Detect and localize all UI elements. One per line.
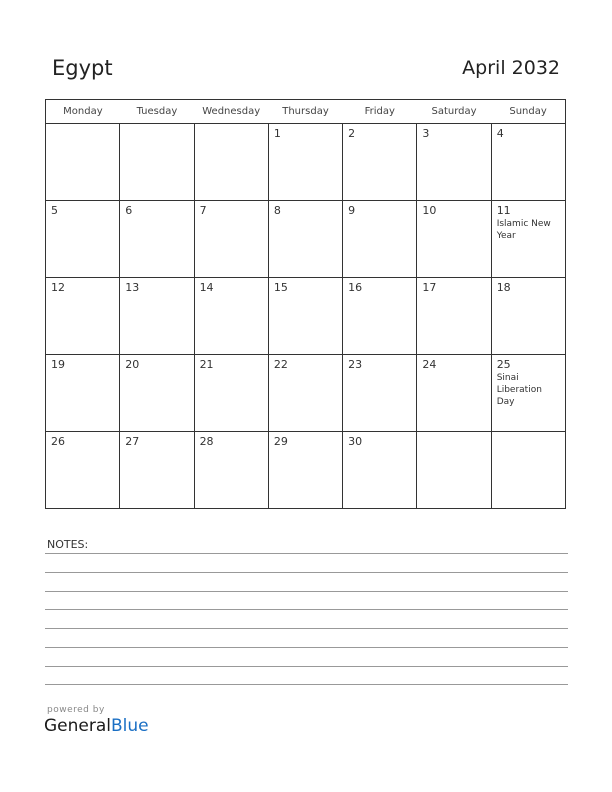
day-number: 13: [125, 281, 140, 294]
calendar-grid: [45, 99, 566, 509]
day-number: 20: [125, 358, 140, 371]
day-number: 9: [348, 204, 356, 217]
day-cell: [194, 432, 268, 509]
note-line: [45, 591, 568, 592]
day-cell: [46, 432, 120, 509]
day-number: 11: [496, 204, 511, 217]
day-cell: [343, 278, 417, 355]
country-title: Egypt: [52, 56, 113, 80]
day-number: 15: [273, 281, 288, 294]
day-number: 14: [199, 281, 214, 294]
day-number: 29: [273, 435, 288, 448]
note-line: [45, 553, 568, 554]
holiday-label: Sinai Liberation Day: [496, 373, 542, 407]
day-number: 16: [348, 281, 363, 294]
day-number: 6: [125, 204, 133, 217]
day-number: 25: [496, 358, 511, 371]
day-cell: [120, 278, 194, 355]
day-cell: [417, 278, 491, 355]
day-number: 28: [199, 435, 214, 448]
day-number: 18: [496, 281, 511, 294]
week-row: [46, 278, 566, 355]
day-number: 4: [496, 127, 504, 140]
note-line: [45, 666, 568, 667]
weekday-header: Sunday: [491, 100, 565, 124]
day-cell: [417, 355, 491, 432]
day-number: 7: [199, 204, 207, 217]
day-cell: [46, 124, 120, 201]
day-cell: [491, 124, 565, 201]
day-cell: [120, 201, 194, 278]
day-number: 30: [348, 435, 363, 448]
brand-blue: Blue: [111, 716, 149, 736]
day-cell: [120, 355, 194, 432]
weekday-header: Wednesday: [194, 100, 268, 124]
day-cell: [343, 355, 417, 432]
day-cell: [343, 124, 417, 201]
powered-by-text: powered by: [47, 705, 105, 715]
day-cell: [343, 432, 417, 509]
day-cell: [120, 432, 194, 509]
day-cell: [268, 201, 342, 278]
day-cell: [343, 201, 417, 278]
day-number: 3: [422, 127, 430, 140]
day-number: 23: [348, 358, 363, 371]
weekday-header: Tuesday: [120, 100, 194, 124]
day-cell: [417, 201, 491, 278]
weekday-header: Thursday: [268, 100, 342, 124]
day-number: 19: [51, 358, 65, 371]
weekday-header-row: [46, 100, 566, 124]
weekday-header: Friday: [343, 100, 417, 124]
week-row: [46, 124, 566, 201]
day-number: 26: [51, 435, 65, 448]
day-cell: [491, 432, 565, 509]
brand-logo: [44, 716, 149, 736]
day-number: 8: [273, 204, 281, 217]
day-number: 10: [422, 204, 437, 217]
weekday-header: Monday: [46, 100, 120, 124]
day-number: 17: [422, 281, 437, 294]
day-number: 27: [125, 435, 140, 448]
day-cell: [491, 355, 565, 432]
day-number: 5: [51, 204, 58, 217]
day-cell: [491, 201, 565, 278]
day-cell: [194, 201, 268, 278]
brand-general: General: [44, 716, 111, 736]
day-cell: [268, 432, 342, 509]
notes-label: NOTES:: [47, 538, 89, 551]
week-row: [46, 355, 566, 432]
day-cell: [120, 124, 194, 201]
day-cell: [268, 124, 342, 201]
day-cell: [417, 432, 491, 509]
day-cell: [194, 124, 268, 201]
weekday-header: Saturday: [417, 100, 491, 124]
day-number: 22: [273, 358, 288, 371]
week-row: [46, 201, 566, 278]
month-title: April 2032: [462, 57, 560, 79]
day-number: 24: [422, 358, 437, 371]
week-row: [46, 432, 566, 509]
day-cell: [194, 355, 268, 432]
day-number: 12: [51, 281, 65, 294]
day-cell: [46, 201, 120, 278]
note-line: [45, 609, 568, 610]
day-cell: [491, 278, 565, 355]
day-number: 21: [199, 358, 214, 371]
note-line: [45, 572, 568, 573]
holiday-label: Islamic New Year: [496, 219, 551, 241]
day-cell: [46, 355, 120, 432]
note-line: [45, 647, 568, 648]
day-cell: [268, 278, 342, 355]
note-line: [45, 628, 568, 629]
day-number: 1: [273, 127, 281, 140]
day-cell: [268, 355, 342, 432]
day-cell: [417, 124, 491, 201]
note-line: [45, 684, 568, 685]
day-cell: [46, 278, 120, 355]
day-cell: [194, 278, 268, 355]
day-number: 2: [348, 127, 356, 140]
